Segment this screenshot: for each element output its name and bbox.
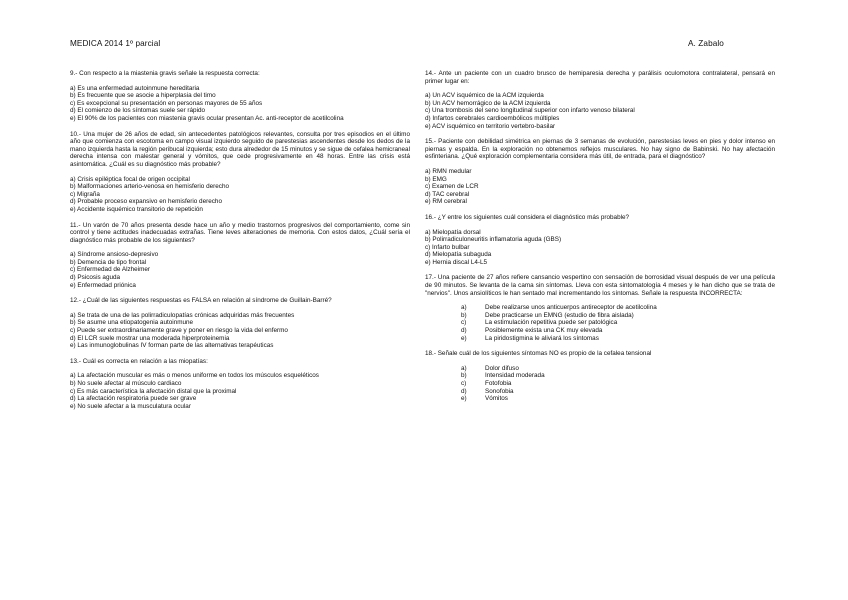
answer-option: e) ACV isquémico en territorio vertebro-basilar xyxy=(425,122,556,130)
question-text: 11.- Un varón de 70 años presenta desde hace un año y medio trastornos progresivos del comportamiento, come sin control y tiene actitudes inadecuadas extrañas. Tiene leves alteraciones de memoria. Con estos datos, ¿Cuál sería el diagnóstico más probable de los siguientes? xyxy=(70,221,410,244)
answer-option: c) Es más característica la afectación distal que la proximal xyxy=(70,387,237,395)
option-text: Intensidad moderada xyxy=(485,372,545,380)
option-text: Sonofobia xyxy=(485,387,514,395)
option-letter: b) xyxy=(461,372,467,380)
answer-option: d) Infartos cerebrales cardioembólicos múltiples xyxy=(425,114,560,122)
option-text: La estimulación repetitiva puede ser patológica xyxy=(485,319,618,327)
option-letter: a) xyxy=(461,304,467,312)
answer-option xyxy=(425,319,775,327)
answer-option: b) EMG xyxy=(425,175,447,183)
answer-option: b) Se asume una etiopatogenia autoinmune xyxy=(70,319,194,327)
option-letter: c) xyxy=(461,319,467,327)
answer-option: e) Enfermedad priónica xyxy=(70,281,136,289)
answer-option: a) RMN medular xyxy=(425,167,472,175)
answer-option: b) Es frecuente que se asocie a hiperplasia del timo xyxy=(70,92,216,100)
answer-options xyxy=(425,168,775,206)
answer-option: b) Un ACV hemorrágico de la ACM izquierda xyxy=(425,99,551,107)
answer-option: d) Mielopatía subaguda xyxy=(425,251,492,259)
option-text: Posiblemente exista una CK muy elevada xyxy=(485,327,603,335)
answer-option: a) Un ACV isquémico de la ACM izquierda xyxy=(425,92,544,100)
answer-options xyxy=(425,304,775,342)
answer-option xyxy=(425,327,775,335)
answer-option: b) Demencia de tipo frontal xyxy=(70,258,147,266)
option-letter: d) xyxy=(461,327,467,335)
answer-option: e) RM cerebral xyxy=(425,198,467,206)
answer-option: a) Se trata de una de las polirradiculopatías crónicas adquiridas más frecuentes xyxy=(70,311,295,319)
answer-options xyxy=(70,372,410,410)
answer-option xyxy=(425,365,775,373)
answer-option xyxy=(425,395,775,403)
option-text: Vómitos xyxy=(485,395,508,403)
answer-option: c) Es excepcional su presentación en personas mayores de 55 años xyxy=(70,99,263,107)
question-text: 12.- ¿Cuál de las siguientes respuestas es FALSA en relación al síndrome de Guillain-Barré? xyxy=(70,297,332,305)
right-column xyxy=(425,70,775,411)
header-author: A. Zabalo xyxy=(688,39,724,48)
answer-options xyxy=(425,229,775,267)
option-text: Debe realizarse unos anticuerpos antireceptor de acetilcolina xyxy=(485,304,657,312)
answer-option xyxy=(425,335,775,343)
answer-option: d) La afectación respiratoria puede ser grave xyxy=(70,395,197,403)
answer-options xyxy=(70,312,410,350)
option-letter: c) xyxy=(461,380,467,387)
question-text: 9.- Con respecto a la miastenia gravis señale la respuesta correcta: xyxy=(70,70,260,77)
answer-option: a) Mielopatía dorsal xyxy=(425,228,481,236)
left-column xyxy=(70,70,410,418)
option-text: Dolor difuso xyxy=(485,364,519,372)
answer-options xyxy=(70,176,410,214)
option-text: La piridostigmina le aliviará los síntomas xyxy=(485,334,599,342)
answer-option: b) Polirradiculoneuritis inflamatoria aguda (GBS) xyxy=(425,236,562,244)
answer-option: c) Infarto bulbar xyxy=(425,243,470,251)
answer-option: e) No suele afectar a la musculatura ocular xyxy=(70,402,191,410)
answer-option: b) Malformaciones arterio-venosa en hemisferio derecho xyxy=(70,183,230,191)
question-block xyxy=(425,350,775,403)
answer-option: d) El LCR suele mostrar una moderada hiperproteinemia xyxy=(70,334,230,342)
question-text: 10.- Una mujer de 26 años de edad, sin antecedentes patológicos relevantes, consulta por tres episodios en el último año que comienza con escotoma en campo visual izquierdo seguido de parestesias ascendentes desde los dedos de la mano izquierda hasta la región peribucal izquierda; esto dura alrededor de 15 minutos y se sigue de cefalea hemicraneal derecha intensa con malestar general y vómitos, que cede progresivamente en 48 horas. Entre las crisis está asintomática. ¿Cuál es su diagnóstico más probable? xyxy=(70,130,410,168)
answer-option: e) El 90% de los pacientes con miastenia gravis ocular presentan Ac. anti-receptor de acetilcolina xyxy=(70,114,344,122)
question-block xyxy=(70,222,410,290)
answer-option: e) Las inmunoglobulinas IV forman parte de las alternativas terapéuticas xyxy=(70,342,274,350)
answer-option xyxy=(425,312,775,320)
question-text: 17.- Una paciente de 27 años refiere cansancio vespertino con sensación de borrosidad visual después de ver una película de 90 minutos. Se levanta de la cama sin síntomas. Lleva con esta sintomatología 4 meses y le han dicho que se trata de "nervios". Unos ansiolíticos le han sentado mal incrementando los síntomas. Señale la respuesta INCORRECTA: xyxy=(425,274,775,297)
answer-option: c) Una trombosis del seno longitudinal superior con infarto venoso bilateral xyxy=(425,107,635,115)
answer-option xyxy=(425,372,775,380)
question-block xyxy=(70,70,410,123)
header-course-title: MEDICA 2014 1º parcial xyxy=(70,39,161,48)
option-text: Fotofobia xyxy=(485,380,512,387)
answer-option: c) Examen de LCR xyxy=(425,183,479,191)
option-letter: e) xyxy=(461,395,467,403)
option-letter: a) xyxy=(461,364,467,372)
answer-option: e) Hernia discal L4-L5 xyxy=(425,258,488,266)
answer-option: c) Puede ser extraordinariamente grave y poner en riesgo la vida del enfermo xyxy=(70,327,288,335)
answer-option: a) Es una enfermedad autoinmune hereditaria xyxy=(70,84,200,92)
question-block xyxy=(70,297,410,350)
question-block xyxy=(425,214,775,267)
answer-option: d) TAC cerebral xyxy=(425,190,470,198)
answer-option xyxy=(425,304,775,312)
answer-option: a) Crisis epiléptica focal de origen occipital xyxy=(70,175,190,183)
question-text: 18.- Señale cuál de los siguientes síntomas NO es propio de la cefalea tensional xyxy=(425,350,652,358)
answer-option: c) Enfermedad de Alzheimer xyxy=(70,266,151,274)
option-letter: e) xyxy=(461,334,467,342)
answer-options xyxy=(70,251,410,289)
question-text: 13.- Cuál es correcta en relación a las miopatías: xyxy=(70,357,208,365)
answer-option: d) El comienzo de los síntomas suele ser rápido xyxy=(70,107,206,115)
question-block xyxy=(70,358,410,411)
question-text: 16.- ¿Y entre los siguientes cuál considera el diagnóstico más probable? xyxy=(425,213,630,221)
answer-option xyxy=(425,388,775,396)
answer-option: d) Psicosis aguda xyxy=(70,274,121,282)
question-block xyxy=(425,274,775,342)
answer-options xyxy=(425,92,775,130)
option-letter: b) xyxy=(461,311,467,319)
question-block xyxy=(425,70,775,130)
answer-option: a) Síndrome ansioso-depresivo xyxy=(70,251,159,259)
option-letter: d) xyxy=(461,387,467,395)
question-block xyxy=(70,131,410,214)
answer-option: d) Probable proceso expansivo en hemisferio derecho xyxy=(70,198,222,206)
answer-option: c) Migraña xyxy=(70,190,100,198)
answer-options xyxy=(425,365,775,403)
answer-option: a) La afectación muscular es más o menos uniforme en todos los músculos esqueléticos xyxy=(70,372,319,380)
answer-option: b) No suele afectar al músculo cardiaco xyxy=(70,380,182,387)
question-block xyxy=(425,138,775,206)
option-text: Debe practicarse un EMNG (estudio de fibra aislada) xyxy=(485,311,634,319)
question-text: 14.- Ante un paciente con un cuadro brusco de hemiparesia derecha y parálisis oculomotora contralateral, pensará en primer lugar en: xyxy=(425,70,775,85)
answer-options xyxy=(70,85,410,123)
question-text: 15.- Paciente con debilidad simétrica en piernas de 3 semanas de evolución, parestesias leves en pies y dolor intenso en piernas y espalda. En la exploración no obtenemos reflejos musculares. No hay signo de Babinski. No hay afectación esfinteriana. ¿Qué exploración complementaria considera más útil, de entrada, para el diagnóstico? xyxy=(425,138,775,161)
answer-option: e) Accidente isquémico transitorio de repetición xyxy=(70,205,203,213)
answer-option xyxy=(425,380,775,388)
